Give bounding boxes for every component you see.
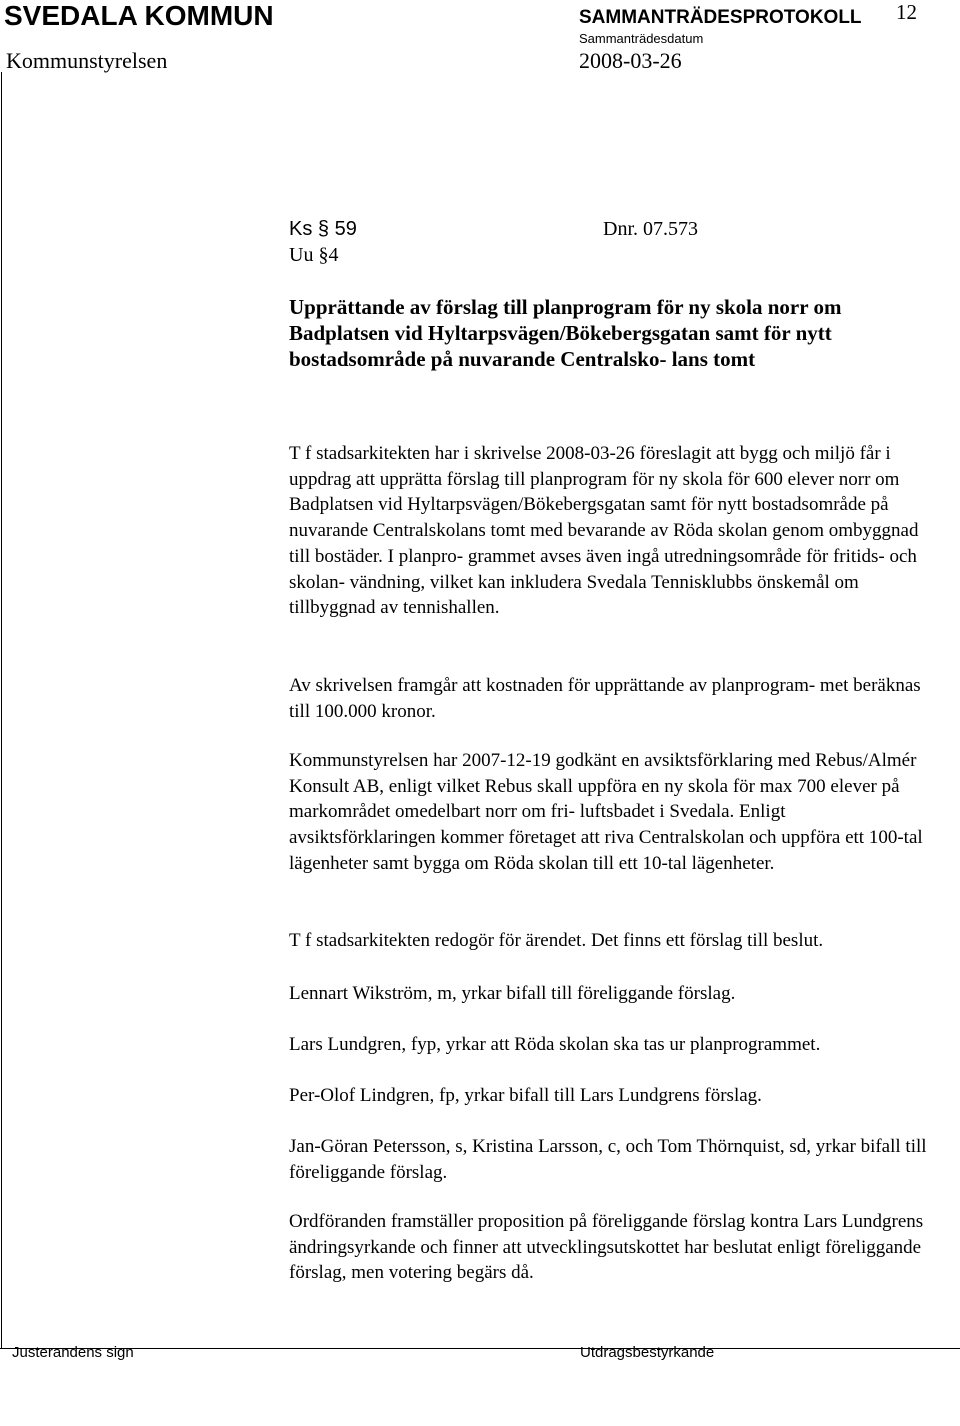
- signature-label-adjuster: Justerandens sign: [12, 1344, 134, 1361]
- signature-label-extract: Utdragsbestyrkande: [580, 1344, 715, 1361]
- document-type: SAMMANTRÄDESPROTOKOLL: [579, 7, 862, 28]
- meeting-date-label: Sammanträdesdatum: [579, 31, 704, 46]
- paragraph-motion-lundgren: Lars Lundgren, fyp, yrkar att Röda skolan ska tas ur planprogrammet.: [289, 1034, 821, 1055]
- uu-paragraph-number: Uu §4: [289, 244, 339, 266]
- case-heading: Upprättande av förslag till planprogram för ny skola norr om Badplatsen vid Hyltarpsvägen/Bökebergsgatan samt för nytt bostadsområde på nuvarande Centralsko- lans tomt: [289, 295, 842, 371]
- paragraph-proposal: T f stadsarkitekten har i skrivelse 2008-03-26 föreslagit att bygg och miljö får i uppdrag att upprätta förslag till planprogram för ny skola för 600 elever norr om Badplatsen vid Hyltarpsvägen/Bökebergsgatan samt för nytt bostadsområde på nuvarande Centralskolans tomt med bevarande av Röda skolan genom ombyggnad till bostäder. I planpro- grammet avses även ingå utredningsområde för fritids- och skolan- vändning, vilket kan inkludera Svedala Tennisklubbs önskemål om tillbyggnad av tennishallen.: [289, 443, 919, 619]
- paragraph-agreement: Kommunstyrelsen har 2007-12-19 godkänt en avsiktsförklaring med Rebus/Almér Konsult AB, enligt vilket Rebus skall uppföra en ny skola för max 700 elever på markområdet omedelbart norr om fri- luftsbadet i Svedala. Enligt avsiktsförklaringen kommer företaget att riva Centralskolan och uppföra ett 100-tal lägenheter samt bygga om Röda skolan till ett 10-tal lägenheter.: [289, 750, 923, 874]
- paragraph-motion-wikstrom: Lennart Wikström, m, yrkar bifall till föreliggande förslag.: [289, 983, 736, 1004]
- footer-rule: [0, 1348, 960, 1349]
- paragraph-presentation: T f stadsarkitekten redogör för ärendet. Det finns ett förslag till beslut.: [289, 930, 824, 951]
- meeting-date: 2008-03-26: [579, 48, 682, 73]
- organization-name: SVEDALA KOMMUN: [4, 0, 274, 31]
- left-margin-rule: [1, 72, 2, 1348]
- paragraph-cost: Av skrivelsen framgår att kostnaden för upprättande av planprogram- met beräknas till 100.000 kronor.: [289, 675, 921, 722]
- paragraph-chair-proposition: Ordföranden framställer proposition på föreliggande förslag kontra Lars Lundgrens ändringsyrkande och finner att utvecklingsutskottet har beslutat enligt föreliggande förslag, men votering begärs då.: [289, 1211, 924, 1284]
- paragraph-motion-lindgren: Per-Olof Lindgren, fp, yrkar bifall till Lars Lundgrens förslag.: [289, 1085, 762, 1106]
- ks-paragraph-number: Ks § 59: [289, 218, 357, 240]
- page-number: 12: [896, 0, 917, 24]
- diary-number: Dnr. 07.573: [603, 218, 698, 240]
- department-name: Kommunstyrelsen: [6, 48, 168, 73]
- paragraph-motion-petersson: Jan-Göran Petersson, s, Kristina Larsson, c, och Tom Thörnquist, sd, yrkar bifall till föreliggande förslag.: [289, 1136, 927, 1183]
